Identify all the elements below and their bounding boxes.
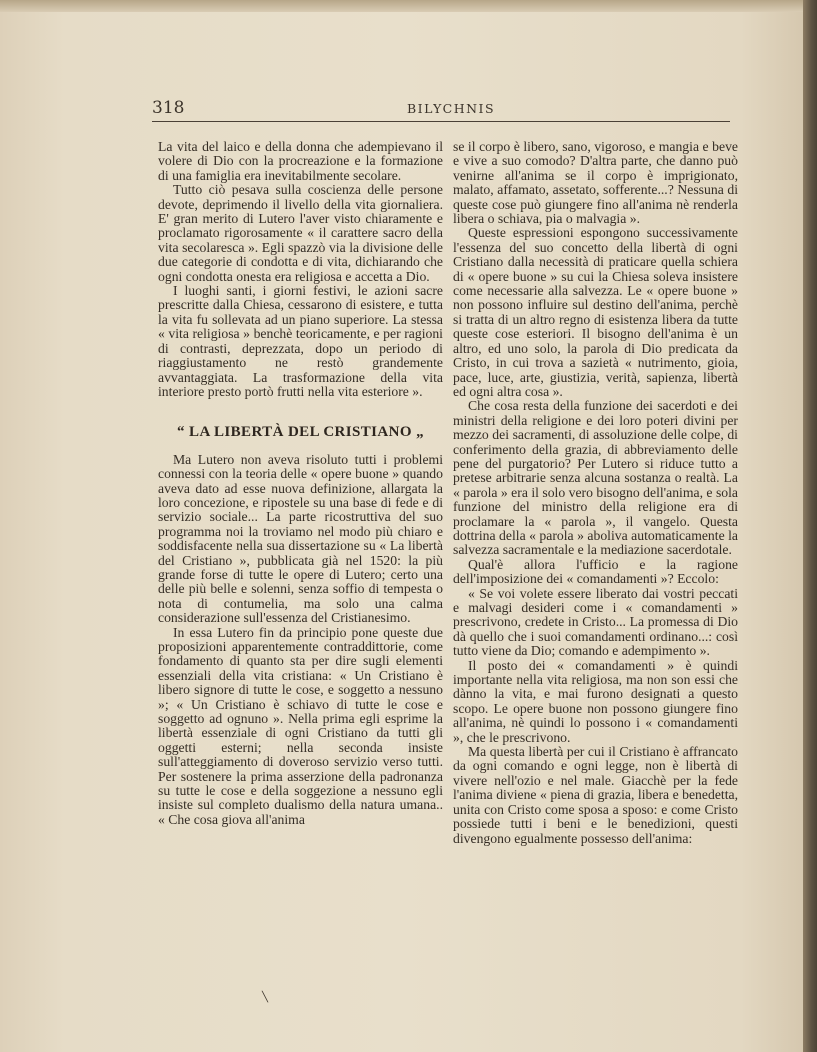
page-header: [152, 98, 730, 120]
right-column: [453, 140, 738, 846]
section-heading: “ LA LIBERTÀ DEL CRISTIANO „: [177, 424, 424, 441]
header-rule: [152, 121, 730, 122]
paragraph: Che cosa resta della funzione dei sacerdoti e dei ministri della religione e dei loro poteri divini per mezzo dei sacramenti, di assoluzione delle colpe, di conferimento della grazia, di abbreviamento delle pene del purgatorio? Per Lutero si riduce tutto a pretese arbitrarie senza alcuna sostanza o realtà. La « parola » era il solo vero bisogno dell'anima, e sola funzione del ministro della religione era di proclamare la « parola », il vangelo. Questa dottrina della « parola » aboliva automaticamente la salvezza sacramentale e la mediazione sacerdotale.: [453, 398, 738, 558]
paragraph: Queste espressioni espongono successivamente l'essenza del suo concetto della libertà di ogni Cristiano dalla necessità di praticare quella schiera di « opere buone » su cui la Chiesa soleva insistere come necessarie alla salvezza. Le « opere buone » non possono influire sul destino dell'anima, perchè si tratta di un altro regno di esistenza libera da tutte queste cose esteriori. Il bisogno dell'anima è un altro, ed uno solo, la parola di Dio predicata da Cristo, in cui trova a sazietà « nutrimento, gioia, pace, luce, arte, giustizia, verità, sapienza, libertà ed ogni altra cosa ».: [453, 225, 738, 399]
paragraph: Ma questa libertà per cui il Cristiano è affrancato da ogni comando e ogni legge, non è libertà di vivere nell'ozio e nel male. Giacchè per la fede l'anima diviene « piena di grazia, libera e benedetta, unita con Cristo come sposa a sposo: e come Cristo possiede tutti i beni e le benedizioni, questi divengono egualmente possesso dell'anima:: [453, 744, 738, 846]
running-title: BILYCHNIS: [407, 101, 496, 116]
page-number: 318: [152, 98, 185, 118]
paragraph: Il posto dei « comandamenti » è quindi importante nella vita religiosa, ma non son essi che dànno la vita, e mai furono designati a questo scopo. Le opere buone non possono giungere fino all'anima, nè quindi lo possono i « comandamenti », che le prescrivono.: [453, 657, 738, 745]
book-edge: [803, 0, 817, 1052]
page-top-edge: [0, 0, 805, 12]
left-column: [158, 140, 443, 827]
paragraph: Tutto ciò pesava sulla coscienza delle persone devote, deprimendo il livello della vita giornaliera. E' gran merito di Lutero l'aver visto chiaramente e proclamato rigorosamente « il carattere sacro della vita secolaresca ». Egli spazzò via la divisione delle due categorie di condotta e di vita, dichiarando che ogni condotta onesta era religiosa e accetta a Dio.: [158, 182, 443, 284]
paragraph: Qual'è allora l'ufficio e la ragione dell'imposizione dei « comandamenti »? Eccolo:: [453, 556, 738, 587]
paragraph: se il corpo è libero, sano, vigoroso, e mangia e beve e vive a suo comodo? D'altra parte, che danno può venirne all'anima se il corpo è imprigionato, malato, affamato, assetato, sofferente...? Nessuna di queste cose può giungere fino all'anima nè renderla libera o schiava, pia o malvagia ».: [453, 139, 738, 227]
paragraph: I luoghi santi, i giorni festivi, le azioni sacre prescritte dalla Chiesa, cessarono di esistere, e tutta la vita fu sollevata ad un piano superiore. La stessa « vita religiosa » benchè teoricamente, e per ragioni di contrasti, deprezzata, dopo un periodo di riaggiustamento ne restò grandemente avvantaggiata. La trasformazione della vita interiore presto portò frutti nella vita esteriore ».: [158, 283, 443, 399]
paragraph: In essa Lutero fin da principio pone queste due proposizioni apparentemente contraddittorie, come fondamento di quanto sta per dire sugli elementi essenziali della vita cristiana: « Un Cristiano è libero signore di tutte le cose, e soggetto a nessuno »; « Un Cristiano è schiavo di tutte le cose e soggetto ad ognuno ». Nella prima egli esprime la libertà essenziale di ogni Cristiano da tutti gli oggetti esterni; nella seconda insiste sull'atteggiamento di doveroso servizio verso tutti. Per sostenere la prima asserzione della padronanza su tutte le cose e della soggezione a nessuno egli insiste sul completo dualismo della natura umana.. « Che cosa giova all'anima: [158, 624, 443, 827]
paragraph: La vita del laico e della donna che adempievano il volere di Dio con la procreazione e la formazione di una famiglia era inevitabilmente secolare.: [158, 139, 443, 183]
paragraph: Ma Lutero non aveva risoluto tutti i problemi connessi con la teoria delle « opere buone » quando aveva dato ad esse nuova definizione, allargata la loro concezione, e ripostele su una base di fede e di servizio sociale... La parte ricostruttiva del suo programma noi la troviamo nel modo più chiaro e soddisfacente nella sua dissertazione su « La libertà del Cristiano », pubblicata già nel 1520: la più grande forse di tutte le opere di Lutero; certo una delle più belle e solenni, senza soffio di tempesta o nota di contumelia, ma solo una calma considerazione sull'essenza del Cristianesimo.: [158, 451, 443, 626]
paragraph: « Se voi volete essere liberato dai vostri peccati e malvagi desideri come i « comandamenti » prescrivono, credete in Cristo... La promessa di Dio dà quello che i suoi comandamenti ordinano...: così tutto viene da Dio; comando e adempimento ».: [453, 585, 738, 659]
ink-mark: ╲: [262, 992, 269, 1003]
